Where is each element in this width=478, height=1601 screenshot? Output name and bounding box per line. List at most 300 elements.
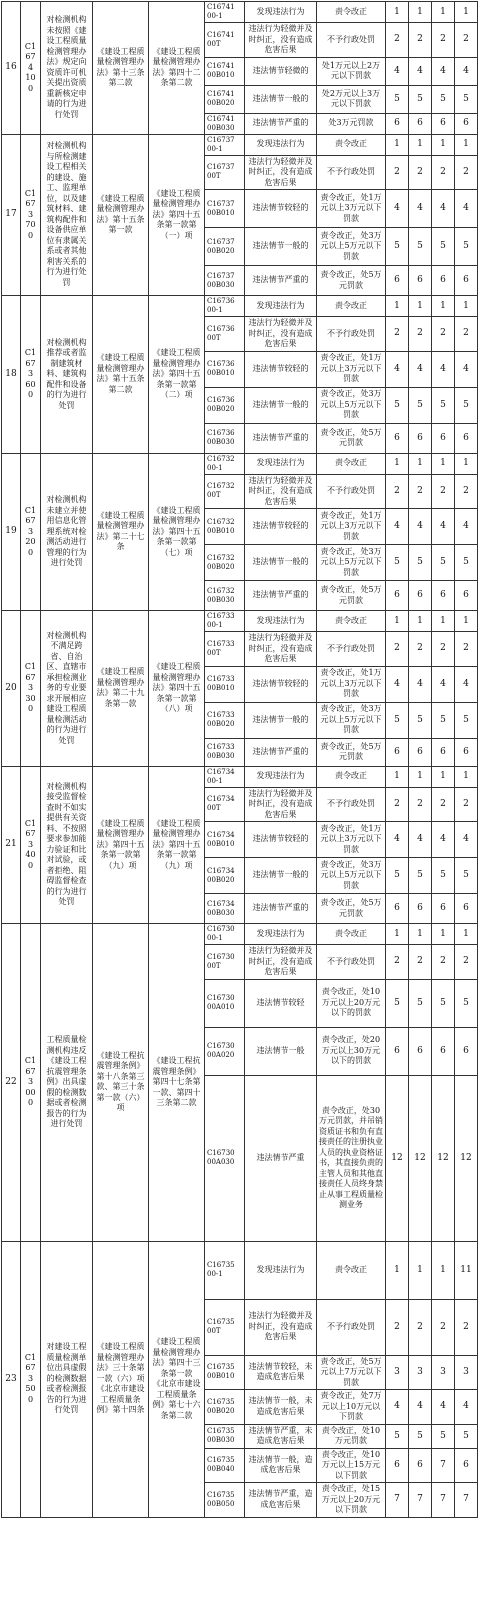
circumstance-cell: 违法情节一般 — [245, 1027, 317, 1075]
circumstance-cell: 违法情节一般，未造成危害后果 — [245, 1390, 317, 1425]
level-cell: 6 — [386, 581, 409, 611]
sub-code-cell: C16736 00B010 — [205, 351, 245, 387]
level-cell: 2 — [432, 787, 455, 822]
level-cell: 6 — [386, 1448, 409, 1483]
level-cell: 1 — [455, 296, 478, 317]
circumstance-cell: 发现违法行为 — [245, 924, 317, 945]
standard-cell: 责令改正，处3万元以上5万元以下罚款 — [317, 228, 386, 266]
level-cell: 6 — [409, 266, 432, 296]
level-cell: 6 — [455, 1027, 478, 1075]
standard-cell: 责令改正，处5万元罚款 — [317, 894, 386, 924]
item-code-cell: C1673 700 — [21, 134, 41, 296]
item-description-cell: 对检测机构未按照《建设工程质量检测管理办法》规定向资质许可机关提出资质重新核定申请的行为进行处罚 — [41, 2, 93, 135]
item-number-cell: 16 — [2, 2, 21, 135]
circumstance-cell: 违法情节严重的 — [245, 738, 317, 766]
level-cell: 2 — [386, 632, 409, 667]
level-cell: 6 — [409, 423, 432, 453]
standard-cell: 责令改正，处10万元以上15万元以下罚款 — [317, 1448, 386, 1483]
level-cell: 6 — [455, 1448, 478, 1483]
item-number-cell: 20 — [2, 611, 21, 767]
level-cell: 6 — [432, 581, 455, 611]
legal-basis-cell: 《建设工程质量检测管理办法》第十五条第一款 — [93, 134, 149, 296]
standard-cell: 责令改正 — [317, 453, 386, 474]
penalty-basis-cell: 《建设工程质量检测管理办法》第四十五条第一款第（一）项 — [149, 134, 205, 296]
level-cell: 1 — [386, 1241, 409, 1299]
circumstance-cell: 违法情节严重的 — [245, 266, 317, 296]
table-row — [2, 1241, 478, 1299]
level-cell: 2 — [432, 945, 455, 980]
level-cell: 6 — [386, 266, 409, 296]
level-cell: 2 — [386, 23, 409, 58]
standard-cell: 不予行政处罚 — [317, 787, 386, 822]
level-cell: 1 — [409, 134, 432, 155]
standard-cell: 不予行政处罚 — [317, 1299, 386, 1355]
level-cell: 5 — [455, 228, 478, 266]
standard-cell: 责令改正，处5万元罚款 — [317, 738, 386, 766]
standard-cell: 责令改正，处5万元罚款 — [317, 266, 386, 296]
item-number-cell: 23 — [2, 1241, 21, 1517]
sub-code-cell: C16741 00B010 — [205, 57, 245, 85]
circumstance-cell: 违法情节一般的 — [245, 85, 317, 113]
circumstance-cell: 违法情节一般，造成危害后果 — [245, 1448, 317, 1483]
level-cell: 6 — [455, 738, 478, 766]
legal-basis-cell: 《建设工程质量检测管理办法》三十条第一款（六）项 《北京市建设工程质量条例》第十四条 — [93, 1241, 149, 1517]
sub-code-cell: C16737 00B020 — [205, 228, 245, 266]
standard-cell: 责令改正 — [317, 924, 386, 945]
level-cell: 2 — [409, 632, 432, 667]
sub-code-cell: C16730 00A020 — [205, 1027, 245, 1075]
item-number-cell: 21 — [2, 766, 21, 924]
standard-cell: 处3万元罚款 — [317, 113, 386, 134]
level-cell: 1 — [432, 766, 455, 787]
item-number-cell: 18 — [2, 296, 21, 454]
level-cell: 5 — [409, 702, 432, 738]
level-cell: 2 — [455, 23, 478, 58]
table-row — [2, 611, 478, 632]
standard-cell: 责令改正，处3万元以上5万元以下罚款 — [317, 858, 386, 894]
standard-cell: 不予行政处罚 — [317, 23, 386, 58]
level-cell: 2 — [432, 632, 455, 667]
level-cell: 2 — [386, 155, 409, 190]
sub-code-cell: C16736 00-1 — [205, 296, 245, 317]
sub-code-cell: C16737 00B030 — [205, 266, 245, 296]
circumstance-cell: 违法情节一般的 — [245, 858, 317, 894]
circumstance-cell: 违法情节严重，造成危害后果 — [245, 1483, 317, 1518]
level-cell: 1 — [432, 924, 455, 945]
circumstance-cell: 违法情节一般的 — [245, 702, 317, 738]
table-row — [2, 453, 478, 474]
circumstance-cell: 违法情节较轻，未造成危害后果 — [245, 1355, 317, 1390]
table-row — [2, 134, 478, 155]
level-cell: 2 — [409, 945, 432, 980]
level-cell: 4 — [386, 666, 409, 702]
sub-code-cell: C16736 00T — [205, 317, 245, 352]
standard-cell: 责令改正 — [317, 134, 386, 155]
circumstance-cell: 发现违法行为 — [245, 766, 317, 787]
level-cell: 7 — [432, 1448, 455, 1483]
legal-basis-cell: 《建设工程抗震管理条例》第十八条第三款、第三十条第一款（六）项 — [93, 924, 149, 1242]
level-cell: 4 — [409, 666, 432, 702]
level-cell: 1 — [455, 924, 478, 945]
level-cell: 4 — [409, 509, 432, 545]
level-cell: 6 — [409, 1448, 432, 1483]
circumstance-cell: 违法情节较轻的 — [245, 190, 317, 228]
item-description-cell: 对检测机构与所检测建设工程相关的建设、施工、监理单位，以及建筑材料、建筑构配件和设备供应单位有隶属关系或者其他利害关系的行为进行处罚 — [41, 134, 93, 296]
circumstance-cell: 违法行为轻微并及时纠正，没有造成危害后果 — [245, 945, 317, 980]
level-cell: 6 — [409, 894, 432, 924]
level-cell: 4 — [409, 822, 432, 858]
item-description-cell: 对检测机构未建立并使用信息化管理系统对检测活动进行管理的行为进行处罚 — [41, 453, 93, 611]
level-cell: 6 — [455, 113, 478, 134]
sub-code-cell: C16741 00B020 — [205, 85, 245, 113]
level-cell: 1 — [409, 611, 432, 632]
sub-code-cell: C16734 00T — [205, 787, 245, 822]
standard-cell: 责令改正，处1万元以上3万元以下罚款 — [317, 666, 386, 702]
circumstance-cell: 违法行为轻微并及时纠正，没有造成危害后果 — [245, 155, 317, 190]
standard-cell: 不予行政处罚 — [317, 474, 386, 509]
penalty-basis-cell: 《建设工程抗震管理条例》第四十七条第一款、第四十三条第二款 — [149, 924, 205, 1242]
standard-cell: 责令改正，处10万元罚款 — [317, 1424, 386, 1448]
level-cell: 1 — [409, 924, 432, 945]
sub-code-cell: C16733 00B020 — [205, 702, 245, 738]
level-cell: 4 — [432, 822, 455, 858]
circumstance-cell: 发现违法行为 — [245, 453, 317, 474]
standard-cell: 责令改正，处1万元以上3万元以下罚款 — [317, 190, 386, 228]
level-cell: 2 — [409, 787, 432, 822]
level-cell: 3 — [386, 1355, 409, 1390]
level-cell: 4 — [432, 57, 455, 85]
sub-code-cell: C16736 00B030 — [205, 423, 245, 453]
level-cell: 7 — [455, 1483, 478, 1518]
level-cell: 1 — [409, 296, 432, 317]
level-cell: 12 — [455, 1075, 478, 1241]
circumstance-cell: 违法情节严重的 — [245, 113, 317, 134]
sub-code-cell: C16734 00B010 — [205, 822, 245, 858]
level-cell: 5 — [409, 1424, 432, 1448]
table-row — [2, 2, 478, 23]
sub-code-cell: C16734 00B020 — [205, 858, 245, 894]
level-cell: 5 — [386, 858, 409, 894]
level-cell: 1 — [455, 611, 478, 632]
level-cell: 6 — [386, 423, 409, 453]
level-cell: 4 — [386, 1390, 409, 1425]
standard-cell: 责令改正 — [317, 2, 386, 23]
item-number-cell: 19 — [2, 453, 21, 611]
level-cell: 6 — [455, 894, 478, 924]
circumstance-cell: 违法情节较轻的 — [245, 509, 317, 545]
standard-cell: 责令改正，处1万元以上3万元以下罚款 — [317, 351, 386, 387]
standard-cell: 责令改正 — [317, 766, 386, 787]
level-cell: 2 — [386, 787, 409, 822]
sub-code-cell: C16741 00T — [205, 23, 245, 58]
level-cell: 6 — [386, 894, 409, 924]
level-cell: 2 — [455, 474, 478, 509]
level-cell: 5 — [409, 228, 432, 266]
item-number-cell: 22 — [2, 924, 21, 1242]
sub-code-cell: C16732 00-1 — [205, 453, 245, 474]
level-cell: 4 — [409, 190, 432, 228]
level-cell: 5 — [455, 545, 478, 581]
level-cell: 2 — [409, 1299, 432, 1355]
sub-code-cell: C16734 00-1 — [205, 766, 245, 787]
level-cell: 2 — [432, 155, 455, 190]
level-cell: 5 — [386, 702, 409, 738]
circumstance-cell: 发现违法行为 — [245, 611, 317, 632]
level-cell: 5 — [409, 85, 432, 113]
level-cell: 12 — [409, 1075, 432, 1241]
circumstance-cell: 违法行为轻微并及时纠正，没有造成危害后果 — [245, 787, 317, 822]
sub-code-cell: C16734 00B030 — [205, 894, 245, 924]
sub-code-cell: C16733 00B010 — [205, 666, 245, 702]
level-cell: 6 — [455, 266, 478, 296]
level-cell: 4 — [432, 509, 455, 545]
level-cell: 5 — [455, 858, 478, 894]
level-cell: 1 — [432, 134, 455, 155]
level-cell: 1 — [386, 2, 409, 23]
sub-code-cell: C16733 00T — [205, 632, 245, 667]
level-cell: 6 — [455, 423, 478, 453]
level-cell: 5 — [386, 545, 409, 581]
level-cell: 1 — [432, 1241, 455, 1299]
level-cell: 5 — [409, 387, 432, 423]
item-description-cell: 对建设工程质量检测单位出具虚假的检测数据或者检测报告的行为进行处罚 — [41, 1241, 93, 1517]
level-cell: 6 — [432, 113, 455, 134]
level-cell: 1 — [409, 2, 432, 23]
level-cell: 4 — [409, 57, 432, 85]
circumstance-cell: 违法情节严重的 — [245, 581, 317, 611]
sub-code-cell: C16732 00B030 — [205, 581, 245, 611]
circumstance-cell: 违法行为轻微并及时纠正，没有造成危害后果 — [245, 23, 317, 58]
circumstance-cell: 违法情节较轻的 — [245, 666, 317, 702]
level-cell: 4 — [455, 57, 478, 85]
level-cell: 5 — [432, 85, 455, 113]
level-cell: 1 — [409, 453, 432, 474]
level-cell: 7 — [386, 1483, 409, 1518]
sub-code-cell: C16735 00T — [205, 1299, 245, 1355]
penalty-basis-cell: 《建设工程质量检测管理办法》第四十五条第一款第（九）项 — [149, 766, 205, 924]
level-cell: 2 — [432, 474, 455, 509]
level-cell: 1 — [432, 296, 455, 317]
standard-cell: 责令改正，处5万元罚款 — [317, 581, 386, 611]
standard-cell: 责令改正，处1万元以上3万元以下罚款 — [317, 822, 386, 858]
standard-cell: 责令改正，处3万元以上5万元以下罚款 — [317, 702, 386, 738]
level-cell: 2 — [455, 1299, 478, 1355]
level-cell: 5 — [455, 85, 478, 113]
circumstance-cell: 发现违法行为 — [245, 1241, 317, 1299]
standard-cell: 不予行政处罚 — [317, 317, 386, 352]
circumstance-cell: 违法情节较轻的 — [245, 351, 317, 387]
item-description-cell: 对检测机构接受监督检查时不如实提供有关资料、不按照要求参加能力验证和比对试验，或者拒绝、阻碍监督检查的行为进行处罚 — [41, 766, 93, 924]
level-cell: 4 — [432, 666, 455, 702]
circumstance-cell: 违法情节严重，未造成危害后果 — [245, 1424, 317, 1448]
level-cell: 1 — [432, 2, 455, 23]
standard-cell: 处1万元以上2万元以下罚款 — [317, 57, 386, 85]
sub-code-cell: C16741 00B030 — [205, 113, 245, 134]
standard-cell: 责令改正 — [317, 296, 386, 317]
level-cell: 3 — [409, 1355, 432, 1390]
level-cell: 2 — [455, 787, 478, 822]
level-cell: 5 — [386, 387, 409, 423]
circumstance-cell: 违法情节较轻的 — [245, 822, 317, 858]
legal-basis-cell: 《建设工程质量检测管理办法》第二十七条 — [93, 453, 149, 611]
level-cell: 1 — [386, 453, 409, 474]
circumstance-cell: 发现违法行为 — [245, 296, 317, 317]
standard-cell: 责令改正 — [317, 1241, 386, 1299]
standard-cell: 责令改正，处20万元以上30万元以下的罚款 — [317, 1027, 386, 1075]
level-cell: 6 — [386, 113, 409, 134]
level-cell: 5 — [386, 85, 409, 113]
sub-code-cell: C16735 00B040 — [205, 1448, 245, 1483]
level-cell: 4 — [432, 190, 455, 228]
level-cell: 4 — [409, 351, 432, 387]
level-cell: 3 — [432, 1355, 455, 1390]
sub-code-cell: C16730 00-1 — [205, 924, 245, 945]
sub-code-cell: C16732 00B010 — [205, 509, 245, 545]
penalty-basis-cell: 《建设工程质量检测管理办法》第四十五条第一款第（七）项 — [149, 453, 205, 611]
sub-code-cell: C16736 00B020 — [205, 387, 245, 423]
level-cell: 1 — [386, 134, 409, 155]
item-code-cell: C1673 600 — [21, 296, 41, 454]
standard-cell: 责令改正，处3万元以上5万元以下罚款 — [317, 545, 386, 581]
level-cell: 2 — [409, 474, 432, 509]
level-cell: 4 — [455, 190, 478, 228]
level-cell: 4 — [455, 1390, 478, 1425]
level-cell: 1 — [386, 611, 409, 632]
level-cell: 6 — [432, 1027, 455, 1075]
level-cell: 1 — [432, 611, 455, 632]
legal-basis-cell: 《建设工程质量检测管理办法》第四十五条第一款第（九）项 — [93, 766, 149, 924]
level-cell: 6 — [409, 1027, 432, 1075]
level-cell: 4 — [455, 351, 478, 387]
level-cell: 1 — [432, 453, 455, 474]
sub-code-cell: C16741 00-1 — [205, 2, 245, 23]
level-cell: 6 — [432, 266, 455, 296]
level-cell: 2 — [455, 945, 478, 980]
level-cell: 4 — [455, 509, 478, 545]
item-description-cell: 工程质量检测机构违反《建设工程抗震管理条例》出具虚假的检测数据或者检测报告的行为进行处罚 — [41, 924, 93, 1242]
level-cell: 5 — [432, 228, 455, 266]
item-number-cell: 17 — [2, 134, 21, 296]
standard-cell: 责令改正，处5万元以上7万元以下罚款 — [317, 1355, 386, 1390]
level-cell: 2 — [432, 23, 455, 58]
item-code-cell: C1673 400 — [21, 766, 41, 924]
level-cell: 5 — [409, 545, 432, 581]
level-cell: 12 — [386, 1075, 409, 1241]
level-cell: 1 — [409, 766, 432, 787]
level-cell: 4 — [432, 1390, 455, 1425]
level-cell: 7 — [432, 1483, 455, 1518]
level-cell: 1 — [409, 1241, 432, 1299]
standard-cell: 责令改正，处5万元罚款 — [317, 423, 386, 453]
level-cell: 6 — [409, 581, 432, 611]
level-cell: 5 — [455, 979, 478, 1027]
level-cell: 5 — [455, 1424, 478, 1448]
level-cell: 5 — [409, 858, 432, 894]
level-cell: 2 — [455, 155, 478, 190]
standard-cell: 责令改正，处7万元以上10万元以下罚款 — [317, 1390, 386, 1425]
level-cell: 4 — [455, 822, 478, 858]
level-cell: 1 — [386, 766, 409, 787]
level-cell: 6 — [386, 1027, 409, 1075]
level-cell: 6 — [432, 738, 455, 766]
item-description-cell: 对检测机构推荐或者监制建筑材料、建筑构配件和设备的行为进行处罚 — [41, 296, 93, 454]
level-cell: 11 — [455, 1241, 478, 1299]
level-cell: 5 — [455, 387, 478, 423]
level-cell: 1 — [455, 453, 478, 474]
circumstance-cell: 违法情节一般的 — [245, 387, 317, 423]
level-cell: 2 — [386, 317, 409, 352]
level-cell: 7 — [409, 1483, 432, 1518]
circumstance-cell: 违法情节一般的 — [245, 545, 317, 581]
standard-cell: 不予行政处罚 — [317, 155, 386, 190]
standard-cell: 不予行政处罚 — [317, 945, 386, 980]
sub-code-cell: C16733 00-1 — [205, 611, 245, 632]
sub-code-cell: C16735 00B030 — [205, 1424, 245, 1448]
item-code-cell: C1673 200 — [21, 453, 41, 611]
level-cell: 6 — [386, 738, 409, 766]
item-code-cell: C1673 300 — [21, 611, 41, 767]
level-cell: 2 — [409, 23, 432, 58]
level-cell: 4 — [386, 509, 409, 545]
level-cell: 5 — [409, 979, 432, 1027]
level-cell: 2 — [386, 1299, 409, 1355]
standard-cell: 责令改正，处15万元以上20万元以下罚款 — [317, 1483, 386, 1518]
sub-code-cell: C16737 00B010 — [205, 190, 245, 228]
level-cell: 2 — [455, 317, 478, 352]
legal-basis-cell: 《建设工程质量检测管理办法》第二十九条第一款 — [93, 611, 149, 767]
circumstance-cell: 违法情节一般的 — [245, 228, 317, 266]
legal-basis-cell: 《建设工程质量检测管理办法》第十五条第二款 — [93, 296, 149, 454]
level-cell: 4 — [409, 1390, 432, 1425]
level-cell: 2 — [455, 632, 478, 667]
level-cell: 4 — [386, 351, 409, 387]
circumstance-cell: 违法情节严重的 — [245, 423, 317, 453]
sub-code-cell: C16735 00B010 — [205, 1355, 245, 1390]
sub-code-cell: C16730 00A030 — [205, 1075, 245, 1241]
level-cell: 5 — [432, 545, 455, 581]
table-row — [2, 766, 478, 787]
level-cell: 6 — [409, 113, 432, 134]
standard-cell: 责令改正，处1万元以上3万元以下罚款 — [317, 509, 386, 545]
level-cell: 6 — [432, 894, 455, 924]
level-cell: 6 — [409, 738, 432, 766]
level-cell: 5 — [432, 1424, 455, 1448]
sub-code-cell: C16732 00B020 — [205, 545, 245, 581]
penalty-basis-cell: 《建设工程质量检测管理办法》第四十三条第一款 《北京市建设工程质量条例》第七十六条第二款 — [149, 1241, 205, 1517]
level-cell: 5 — [386, 979, 409, 1027]
table-row — [2, 924, 478, 945]
standard-cell: 责令改正 — [317, 611, 386, 632]
level-cell: 2 — [386, 474, 409, 509]
standard-cell: 不予行政处罚 — [317, 632, 386, 667]
item-code-cell: C1674 100 — [21, 2, 41, 135]
penalty-basis-cell: 《建设工程质量检测管理办法》第四十五条第一款第（二）项 — [149, 296, 205, 454]
sub-code-cell: C16735 00B020 — [205, 1390, 245, 1425]
circumstance-cell: 发现违法行为 — [245, 2, 317, 23]
level-cell: 6 — [432, 423, 455, 453]
level-cell: 1 — [386, 296, 409, 317]
level-cell: 1 — [455, 766, 478, 787]
circumstance-cell: 违法行为轻微并及时纠正，没有造成危害后果 — [245, 474, 317, 509]
circumstance-cell: 发现违法行为 — [245, 134, 317, 155]
level-cell: 2 — [386, 945, 409, 980]
sub-code-cell: C16735 00B050 — [205, 1483, 245, 1518]
level-cell: 6 — [455, 581, 478, 611]
sub-code-cell: C16737 00T — [205, 155, 245, 190]
circumstance-cell: 违法行为轻微并及时纠正，没有造成危害后果 — [245, 317, 317, 352]
level-cell: 4 — [386, 190, 409, 228]
level-cell: 12 — [432, 1075, 455, 1241]
